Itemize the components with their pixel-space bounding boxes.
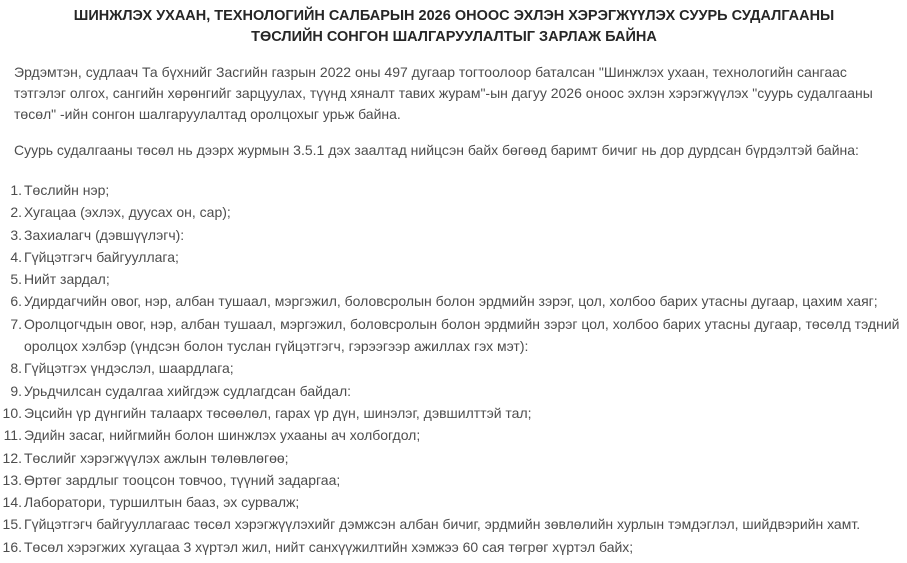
page-title: ШИНЖЛЭХ УХААН, ТЕХНОЛОГИЙН САЛБАРЫН 2026 ОНООС ЭХЛЭН ХЭРЭГЖҮҮЛЭХ СУУРЬ СУДАЛГААНЫ ТӨСЛИЙН СОНГОН ШАЛГАРУУЛАЛТЫГ ЗАРЛАЖ БАЙНА: [73, 8, 835, 45]
list-item-number: 13.: [2, 471, 22, 488]
list-item-text: Лаборатори, туршилтын бааз, эх сурвалж;: [24, 494, 300, 511]
list-item-number: 5.: [10, 271, 22, 288]
list-item-number: 7.: [10, 315, 22, 332]
list-item: [0, 469, 900, 491]
list-item: [0, 447, 900, 469]
list-item-text: Эцсийн үр дүнгийн талаарх төсөөлөл, гарах үр дүн, шинэлэг, дэвшилттэй тал;: [24, 404, 532, 421]
list-item-text: Удирдагчийн овог, нэр, албан тушаал, мэргэжил, боловсролын болон эрдмийн зэрэг, цол, холбоо барих утасны дугаар, цахим хаяг;: [24, 293, 878, 310]
list-item-number: 9.: [10, 382, 22, 399]
list-item: [0, 313, 900, 358]
list-item: [0, 179, 900, 201]
list-item-number: 4.: [10, 248, 22, 265]
list-item-number: 12.: [2, 449, 22, 466]
list-item-text: Төслийн нэр;: [24, 182, 110, 198]
list-item-number: 16.: [2, 538, 22, 555]
list-item-text: Урьдчилсан судалгаа хийгдэж судлагдсан байдал:: [24, 382, 351, 399]
list-item-text: Өртөг зардлыг тооцсон товчоо, түүний задаргаа;: [24, 471, 341, 488]
list-item-number: 10.: [2, 404, 22, 421]
list-item: [0, 513, 900, 535]
list-item: [0, 201, 900, 223]
list-item: [0, 246, 900, 268]
requirements-list: [0, 179, 900, 558]
list-item: [0, 402, 900, 424]
list-item: [0, 536, 900, 558]
list-item-number: 6.: [10, 293, 22, 310]
list-item-number: 8.: [10, 360, 22, 377]
list-item-text: Төслийг хэрэгжүүлэх ажлын төлөвлөгөө;: [24, 449, 289, 466]
list-item-text: Гүйцэтгэх үндэслэл, шаардлага;: [24, 360, 234, 377]
intro-paragraph: Эрдэмтэн, судлаач Та бүхнийг Засгийн газрын 2022 оны 497 дугаар тогтоолоор баталсан "Шинжлэх ухаан, технологийн сангаас тэтгэлэг олгох, сангийн хөрөнгийг зарцуулах, түүнд хяналт тавих журам"-ын дагуу 2026 оноос эхлэн хэрэгжүүлэх "суурь судалгааны төсөл" -ийн сонгон шалгаруулалтад оролцохыг урьж байна.: [14, 64, 873, 122]
list-item: [0, 380, 900, 402]
requirements-paragraph: Суурь судалгааны төсөл нь дээрх журмын 3.5.1 дэх заалтад нийцсэн байх бөгөөд баримт бичиг нь дор дурдсан бүрдэлтэй байна:: [14, 142, 859, 158]
list-item: [0, 424, 900, 446]
list-item-number: 3.: [10, 226, 22, 243]
list-item-number: 14.: [2, 494, 22, 511]
list-item-text: Гүйцэтгэгч байгууллагаас төсөл хэрэгжүүлэхийг дэмжсэн албан бичиг, эрдмийн зөвлөлийн хурлын тэмдэглэл, шийдвэрийн хамт.: [24, 516, 861, 533]
list-item-text: Гүйцэтгэгч байгууллага;: [24, 248, 179, 265]
list-item-text: Оролцогчдын овог, нэр, албан тушаал, мэргэжил, боловсролын болон эрдмийн зэрэг цол, холбоо барих утасны дугаар, төсөлд тэдний оролцох хэлбэр (үндсэн болон туслан гүйцэтгэгч, гэрээгээр ажиллах гэх мэт):: [24, 315, 900, 355]
list-item: [0, 491, 900, 513]
list-item-text: Хугацаа (эхлэх, дуусах он, сар);: [24, 204, 231, 221]
list-item-text: Захиалагч (дэвшүүлэгч):: [24, 226, 185, 243]
list-item-text: Нийт зардал;: [24, 271, 110, 288]
list-item: [0, 268, 900, 290]
list-item: [0, 290, 900, 312]
list-item-number: 15.: [2, 516, 22, 533]
list-item-number: 1.: [10, 182, 22, 198]
list-item-number: 11.: [3, 427, 22, 444]
list-item: [0, 357, 900, 379]
list-item-number: 2.: [10, 204, 22, 221]
list-item: [0, 224, 900, 246]
list-item-text: Эдийн засаг, нийгмийн болон шинжлэх ухааны ач холбогдол;: [24, 427, 421, 444]
list-item-text: Төсөл хэрэгжих хугацаа 3 хүртэл жил, нийт санхүүжилтийн хэмжээ 60 сая төгрөг хүртэл байх;: [24, 538, 634, 555]
